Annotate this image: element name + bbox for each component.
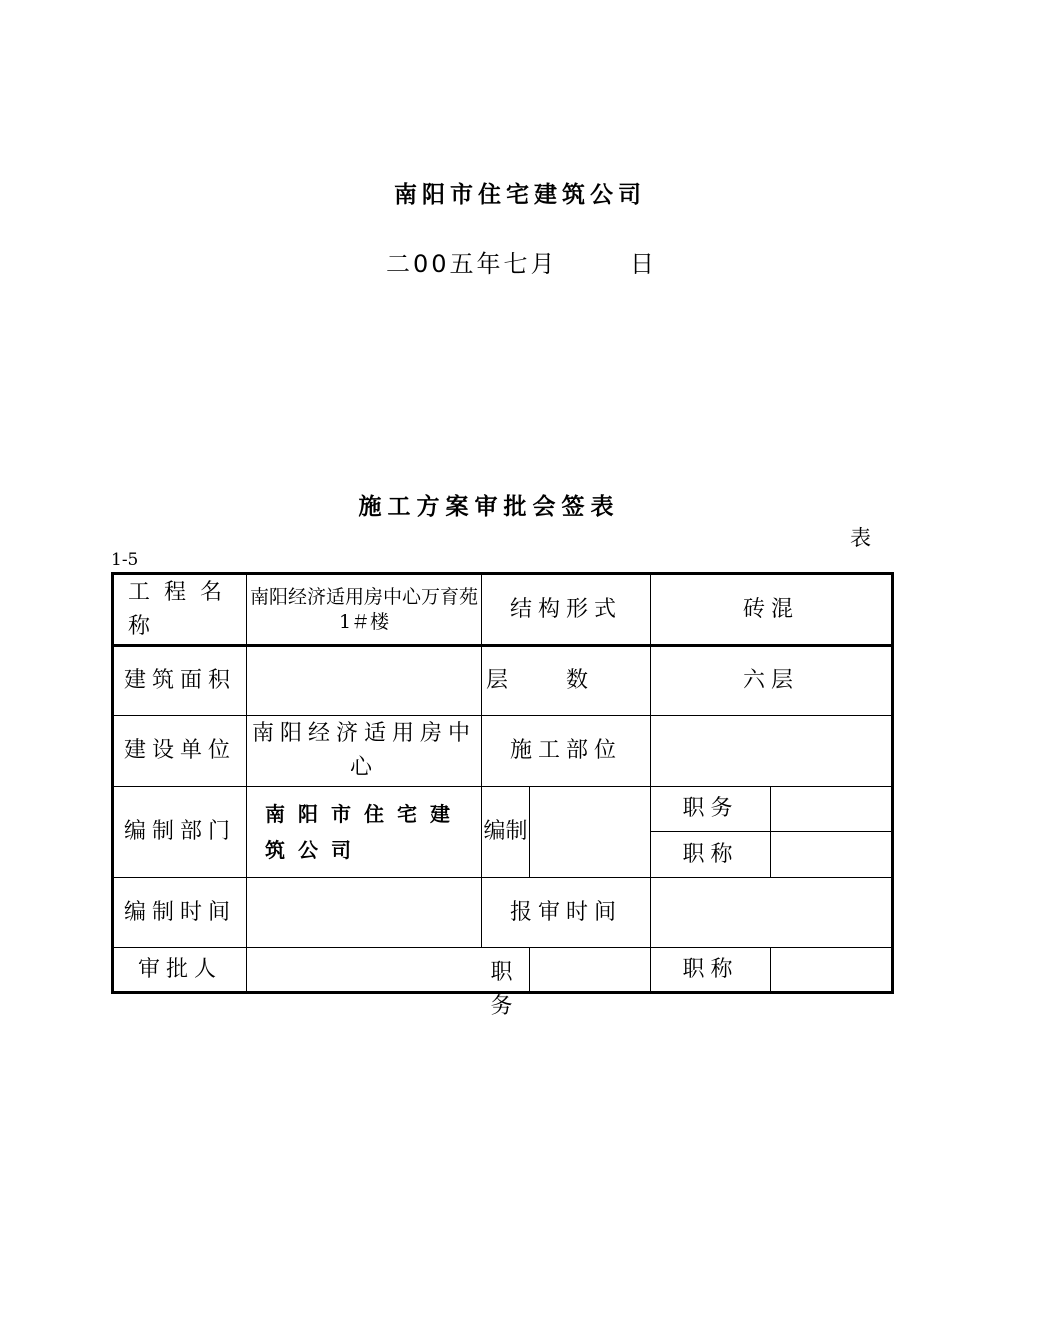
structure-value: 砖混 (651, 574, 893, 646)
project-name-label: 工程名称 (113, 574, 247, 646)
post-value (771, 787, 893, 832)
date-line (386, 244, 657, 279)
compiler-value (530, 787, 651, 878)
form-code-prefix: 表 (850, 526, 871, 550)
builder-label: 建设单位 (113, 716, 247, 787)
approver-post-value (530, 948, 651, 993)
approval-table (111, 572, 894, 1019)
submit-time-value (651, 878, 893, 948)
project-name-value: 南阳经济适用房中心万育苑1＃楼 (247, 574, 482, 646)
structure-label: 结构形式 (482, 574, 651, 646)
approver-title-value (771, 948, 893, 993)
compile-time-value (247, 878, 482, 948)
area-label: 建筑面积 (113, 646, 247, 716)
form-title: 施工方案审批会签表 (358, 494, 620, 520)
approver-value (247, 948, 530, 1019)
date-day: 日 (630, 250, 657, 278)
submit-time-label: 报审时间 (482, 878, 651, 948)
area-value (247, 646, 482, 716)
compile-time-label: 编制时间 (113, 878, 247, 948)
floors-label: 层数 (482, 646, 651, 716)
approver-label: 审批人 (113, 948, 247, 993)
dept-label: 编制部门 (113, 787, 247, 878)
floors-value: 六层 (651, 646, 893, 716)
location-value (651, 716, 893, 787)
location-label: 施工部位 (482, 716, 651, 787)
title-label: 职称 (651, 832, 771, 878)
form-code-number: 1-5 (111, 550, 139, 570)
dept-value: 南阳市住宅建筑公司 (247, 787, 482, 878)
post-label: 职务 (651, 787, 771, 832)
date-text: 二00五年七月 (386, 250, 558, 278)
company-title: 南阳市住宅建筑公司 (394, 182, 646, 208)
title-value (771, 832, 893, 878)
approver-title-label: 职称 (651, 948, 771, 993)
compiler-label: 编制 (482, 787, 530, 878)
approver-post-label: 职务 (490, 960, 519, 1019)
builder-value: 南阳经济适用房中心 (247, 716, 482, 787)
